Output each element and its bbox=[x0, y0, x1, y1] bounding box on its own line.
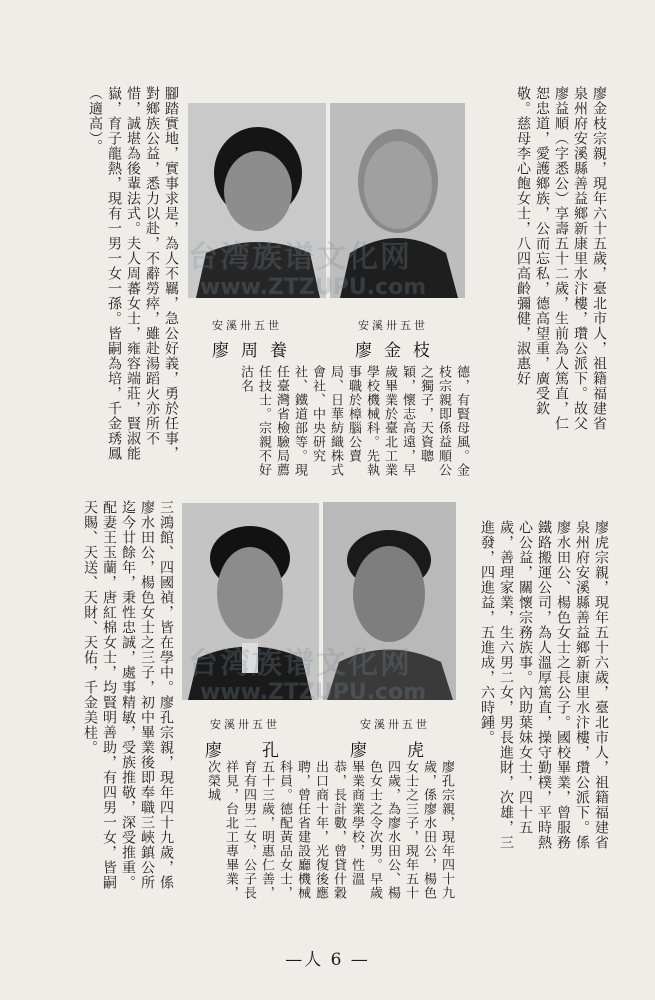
page-number: —人 6 — bbox=[285, 950, 370, 970]
caption-generation-liao-kong: 安溪卅五世 bbox=[210, 718, 280, 731]
caption-name-liao-hu: 廖虎 bbox=[350, 741, 464, 761]
caption-name-liao-zhouyang: 廖周養 bbox=[212, 341, 299, 361]
top-bio-middle-column: 德，有賢母風。金枝宗親即係益順公之獨子，天資聰穎，懷志高遠，早歲畢業於臺北工業學校機械科。先執事職於樟腦公賣局、日華紡織株式會社、中央研究社、鐵道部等。現任臺灣省檢驗局薦任技士。宗親不好沽名 bbox=[238, 365, 469, 477]
bottom-bio-right-column: 廖虎宗親，現年五十六歲，臺北市人，祖籍福建省泉州府安溪縣善益鄉新康里水汴樓，瓚公派下。係廖水田公、楊色女士之長公子。國校畢業，曾服務鐵路搬運公司，為人溫厚篤直，操守勤樸，平時熱心公益，關懷宗務族事。內助葉妹女士，四十五歲，善理家業，生六男二女，男長進財，次雄，三進發，四進益，五進成，六時鍾。 bbox=[479, 520, 609, 850]
caption-name-liao-kong: 廖孔 bbox=[205, 741, 319, 761]
bottom-bio-middle-column: 廖孔宗親，現年四十九歲，係廖水田公，楊色女士之三子，現年五十四歲，為廖水田公、楊色女士之令次男。早歲畢業商業學校，性溫恭，長計數，曾貸什穀出口商十年，光復後應聘，曾任省建設廳機械科員。德配黃品女士，五十三歲，明惠仁善，育有四男二女，公子長祥見，台北工專畢業，次榮城 bbox=[205, 760, 454, 900]
watermark-chinese-bottom: 台湾族谱文化网 bbox=[188, 646, 412, 681]
top-bio-left-column: 腳踏實地，實事求是，為人不羈，急公好義，勇於任事，對鄉族公益，悉力以赴，不辭勞瘁，雖赴湯蹈火亦所不惜，誠堪為後輩法式。夫人周蕃女士，雍容端莊，賢淑能嶽，育子龍熱，現有一男一女一孫。皆嗣為培，千金琇鳳（適高）。 bbox=[87, 86, 179, 461]
watermark-chinese-top: 台湾族谱文化网 bbox=[188, 240, 412, 275]
caption-generation-liao-zhouyang: 安溪卅五世 bbox=[212, 319, 282, 332]
caption-generation-liao-jinzhi: 安溪卅五世 bbox=[358, 319, 428, 332]
bottom-bio-left-column: 三鴻館、四國禎，皆在學中。廖孔宗親，現年四十九歲，係廖水田公，楊色女士之三子，初中畢業後即奉職三峽鎮公所迄今廿餘年，秉性忠誠，處事精敏，受族推敬，深受推重。配妻王玉蘭，唐紅棉女士，均賢明善助，有四男一女，皆嗣天賜、天送、天財、天佑，千金美桂。 bbox=[82, 500, 174, 890]
top-bio-right-column: 廖金枝宗親，現年六十五歲，臺北市人，祖籍福建省泉州府安溪縣善益鄉新康里水汴樓，瓚公派下。故父廖益順（字悉公）享壽五十二歲，生前為人篤直，仁恕忠道，愛護鄉族，公而忘私，德高望重，廣受欽敬。慈母李心飽女士，八四高齡彌健，淑惠好 bbox=[515, 86, 607, 431]
caption-generation-liao-hu: 安溪卅五世 bbox=[360, 718, 430, 731]
watermark-url-top: www.ZTZUPU.com bbox=[200, 275, 427, 300]
watermark-url-bottom: www.ZTZUPU.com bbox=[200, 680, 427, 705]
caption-name-liao-jinzhi: 廖金枝 bbox=[355, 341, 442, 361]
